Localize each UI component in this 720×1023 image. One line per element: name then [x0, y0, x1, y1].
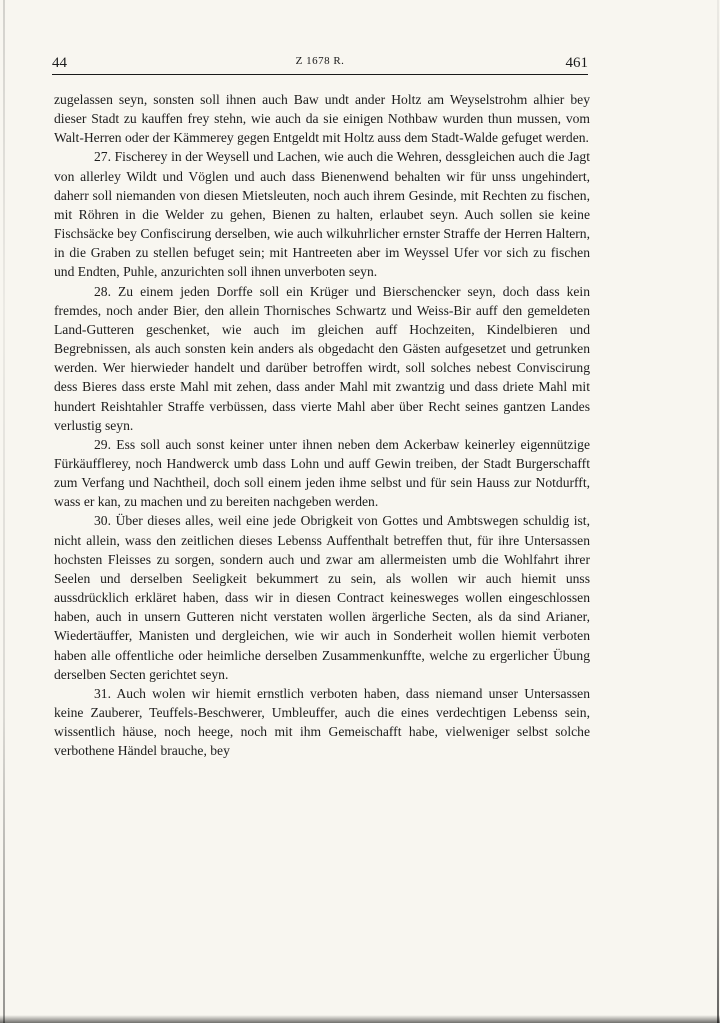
paragraph-30: 30. Über dieses alles, weil eine jede Obrigkeit von Gottes und Ambtswegen schuldig ist, nicht allein, wass den zeitlichen dieses Lebenss Auffenthalt betreffen thut, für ihre Untersassen hochsten Fleisses zu sorgen, sondern auch und zwar am allermeisten umb die Wohlfahrt ihrer Seelen und derselben Seeligkeit bekummert zu sein, als wollen wir auch hiemit unss aussdrücklich erkläret haben, dass wir in diesen Contract keinesweges wollen eingeschlossen haben, auch in unsern Gutteren nicht verstaten wollen ärgerliche Secten, als da sind Arianer, Wiedertäuffer, Manisten und dergleichen, wie wir auch in Sonderheit wollen hiemit verboten haben alle offentliche oder heimliche derselben Zusammenkunffte, welche zu ergerlicher Übung derselben Secten gerichtet seyn. — [54, 513, 590, 682]
page-number-left: 44 — [52, 55, 67, 71]
paragraph-27: 27. Fischerey in der Weysell und Lachen, wie auch die Wehren, dessgleichen auch die Jagt von allerley Wildt und Vöglen und auch dass Bienenwend behalten wir für unss ungehindert, daherr soll niemanden von diesen Mietsleuten, noch auch ihrem Gesinde, mit Rechten zu fischen, mit Röhren in die Welder zu gehen, Bienen zu halten, erlaubet seyn. Auch sollen sie keine Fischsäcke bey Confiscirung derselben, wie auch wilkuhrlicher ernster Straffe der Herren Haltern, in die Graben zu stellen befuget sein; mit Hantreeten aber im Weyssel Ufer vor sich zu fischen und Endten, Puhle, anzurichten soll ihnen unverboten seyn. — [54, 149, 590, 280]
body-text — [54, 90, 590, 760]
header-rule — [52, 74, 588, 75]
page-header — [52, 52, 588, 74]
running-title: Z 1678 R. — [295, 55, 345, 67]
paragraph-31: 31. Auch wolen wir hiemit ernstlich verboten haben, dass niemand unser Untersassen keine Zauberer, Teuffels-Beschwerer, Umbleuffer, auch die eines verdechtigen Lebenss sein, wissentlich häuse, noch heege, noch mit ihm Gemeischafft habe, vielweniger selbst solche verbothene Händel brauche, bey — [54, 685, 590, 759]
paragraph-continuation: zugelassen seyn, sonsten soll ihnen auch Baw undt ander Holtz am Weyselstrohm alhier bey dieser Stadt zu kauffen frey stehn, wie auch da sie einigen Nothbaw wurden thun mussen, vom Walt-Herren oder der Kämmerey gegen Entgeldt mit Holtz auss dem Stadt-Walde gefuget werden. — [54, 92, 590, 146]
paragraph-28: 28. Zu einem jeden Dorffe soll ein Krüger und Bierschencker seyn, doch dass kein fremdes, noch ander Bier, den allein Thornisches Schwartz und Weiss-Bir auff den gemeldeten Land-Gutteren geschenket, wie auch im gleichen auff Hochzeiten, Kindelbieren und Begrebnissen, als auch sonsten kein anders als obgedacht den Gästen aufgesetzet und getrunken werden. Wer hierwieder handelt und darüber betroffen wirdt, soll solches nebest Conviscirung dess Bieres dass erste Mahl mit zehen, dass ander Mahl mit zwantzig und dass driete Mahl mit hundert Reishtahler Straffe verbüssen, dass vierte Mahl aber über Recht seines gantzen Landes verlustig seyn. — [54, 283, 590, 433]
page-right-edge — [717, 0, 719, 1023]
paragraph-29: 29. Ess soll auch sonst keiner unter ihnen neben dem Ackerbaw keinerley eigennützige Fürkäufflerey, noch Handwerck umb dass Lohn und auff Gewin treiben, der Stadt Burgerschafft zum Verfang und Nachtheil, doch soll einem jeden ihme selbst und für sein Hauss zur Notdurfft, wass er kan, zu machen und zu bereiten nachgeben werden. — [54, 436, 590, 510]
page-bottom-edge — [0, 1015, 720, 1023]
page-left-edge — [3, 0, 5, 1023]
page-number-right: 461 — [565, 55, 588, 71]
